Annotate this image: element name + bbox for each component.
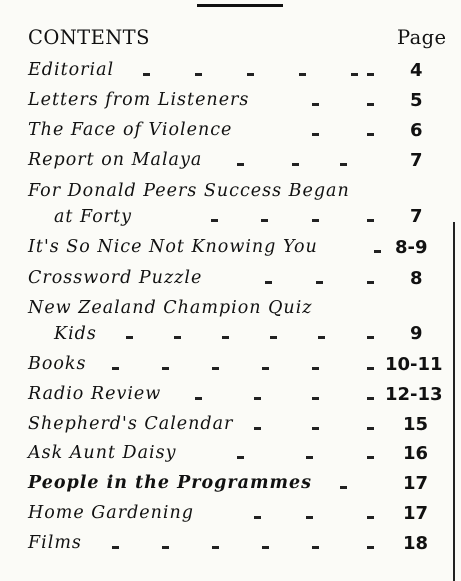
entry-title: New Zealand Champion Quiz	[28, 298, 313, 318]
leader-dash	[351, 73, 358, 76]
leader-dash	[367, 427, 374, 430]
entry-page: 17	[403, 473, 429, 494]
leader-dash	[367, 456, 374, 459]
leader-dash	[306, 456, 313, 459]
entry-page: 7	[410, 206, 423, 227]
entry-title-continued: at Forty	[54, 207, 133, 227]
toc-entry	[28, 473, 428, 503]
leader-dash	[367, 546, 374, 549]
leader-dash	[340, 486, 347, 489]
leader-dash	[112, 367, 119, 370]
leader-dash	[299, 73, 306, 76]
toc-entry	[28, 90, 428, 120]
entry-title: Crossword Puzzle	[28, 268, 203, 288]
top-rule	[197, 4, 283, 7]
toc-entry	[28, 298, 428, 354]
leader-dash	[312, 219, 319, 222]
leader-dash	[374, 250, 381, 253]
toc-entry	[28, 354, 443, 384]
leader-dash	[367, 133, 374, 136]
entry-page: 10-11	[385, 354, 443, 375]
leader-dash	[212, 546, 219, 549]
leader-dash	[195, 397, 202, 400]
leader-dash	[174, 336, 181, 339]
leader-dash	[367, 103, 374, 106]
entry-page: 4	[410, 60, 423, 81]
entry-title: Films	[28, 533, 82, 553]
entry-page: 18	[403, 533, 429, 554]
leader-dash	[312, 133, 319, 136]
leader-dash	[254, 516, 261, 519]
leader-dash	[262, 367, 269, 370]
leader-dash	[292, 163, 299, 166]
entry-title: Radio Review	[28, 384, 162, 404]
leader-dash	[211, 219, 218, 222]
leader-dash	[112, 546, 119, 549]
leader-dash	[312, 546, 319, 549]
leader-dash	[143, 73, 150, 76]
entry-title-continued: Kids	[54, 324, 97, 344]
toc-entry	[28, 181, 428, 237]
leader-dash	[340, 163, 347, 166]
entry-page: 7	[410, 150, 423, 171]
entry-page: 8-9	[395, 237, 428, 258]
toc-entry	[28, 237, 428, 267]
toc-entry	[28, 150, 428, 180]
entry-page: 17	[403, 503, 429, 524]
toc-entry	[28, 414, 428, 444]
entry-title: Shepherd's Calendar	[28, 414, 234, 434]
toc-entry	[28, 268, 428, 298]
leader-dash	[367, 336, 374, 339]
leader-dash	[265, 281, 272, 284]
toc-entry	[28, 60, 428, 90]
leader-dash	[254, 397, 261, 400]
entry-title: Home Gardening	[28, 503, 194, 523]
leader-dash	[312, 367, 319, 370]
leader-dash	[212, 367, 219, 370]
leader-dash	[261, 219, 268, 222]
leader-dash	[237, 456, 244, 459]
leader-dash	[195, 73, 202, 76]
entry-title: Ask Aunt Daisy	[28, 443, 177, 463]
leader-dash	[247, 73, 254, 76]
toc-entry	[28, 120, 428, 150]
leader-dash	[254, 427, 261, 430]
entry-page: 9	[410, 323, 423, 344]
entry-page: 12-13	[385, 384, 443, 405]
entry-title: It's So Nice Not Knowing You	[28, 237, 318, 257]
contents-heading: CONTENTS	[28, 26, 150, 49]
leader-dash	[262, 546, 269, 549]
entry-page: 8	[410, 268, 423, 289]
toc-entry	[28, 503, 428, 533]
entry-title: The Face of Violence	[28, 120, 233, 140]
leader-dash	[367, 397, 374, 400]
leader-dash	[312, 103, 319, 106]
toc-entry	[28, 533, 428, 563]
entry-title: Editorial	[28, 60, 115, 80]
entry-title: Report on Malaya	[28, 150, 203, 170]
leader-dash	[162, 367, 169, 370]
entry-title: People in the Programmes	[28, 473, 312, 493]
leader-dash	[237, 163, 244, 166]
entry-title: For Donald Peers Success Began	[28, 181, 350, 201]
toc-entry	[28, 384, 443, 414]
leader-dash	[367, 367, 374, 370]
entry-page: 16	[403, 443, 429, 464]
leader-dash	[312, 397, 319, 400]
leader-dash	[312, 427, 319, 430]
leader-dash	[316, 281, 323, 284]
leader-dash	[126, 336, 133, 339]
page-column-heading: Page	[397, 26, 447, 49]
leader-dash	[367, 281, 374, 284]
leader-dash	[162, 546, 169, 549]
leader-dash	[222, 336, 229, 339]
right-border-line	[453, 222, 455, 581]
entry-title: Books	[28, 354, 87, 374]
entry-title: Letters from Listeners	[28, 90, 250, 110]
leader-dash	[270, 336, 277, 339]
entry-page: 5	[410, 90, 423, 111]
leader-dash	[367, 219, 374, 222]
toc-entry	[28, 443, 428, 473]
leader-dash	[318, 336, 325, 339]
entry-page: 15	[403, 414, 429, 435]
entry-page: 6	[410, 120, 423, 141]
leader-dash	[367, 73, 374, 76]
leader-dash	[306, 516, 313, 519]
leader-dash	[367, 516, 374, 519]
